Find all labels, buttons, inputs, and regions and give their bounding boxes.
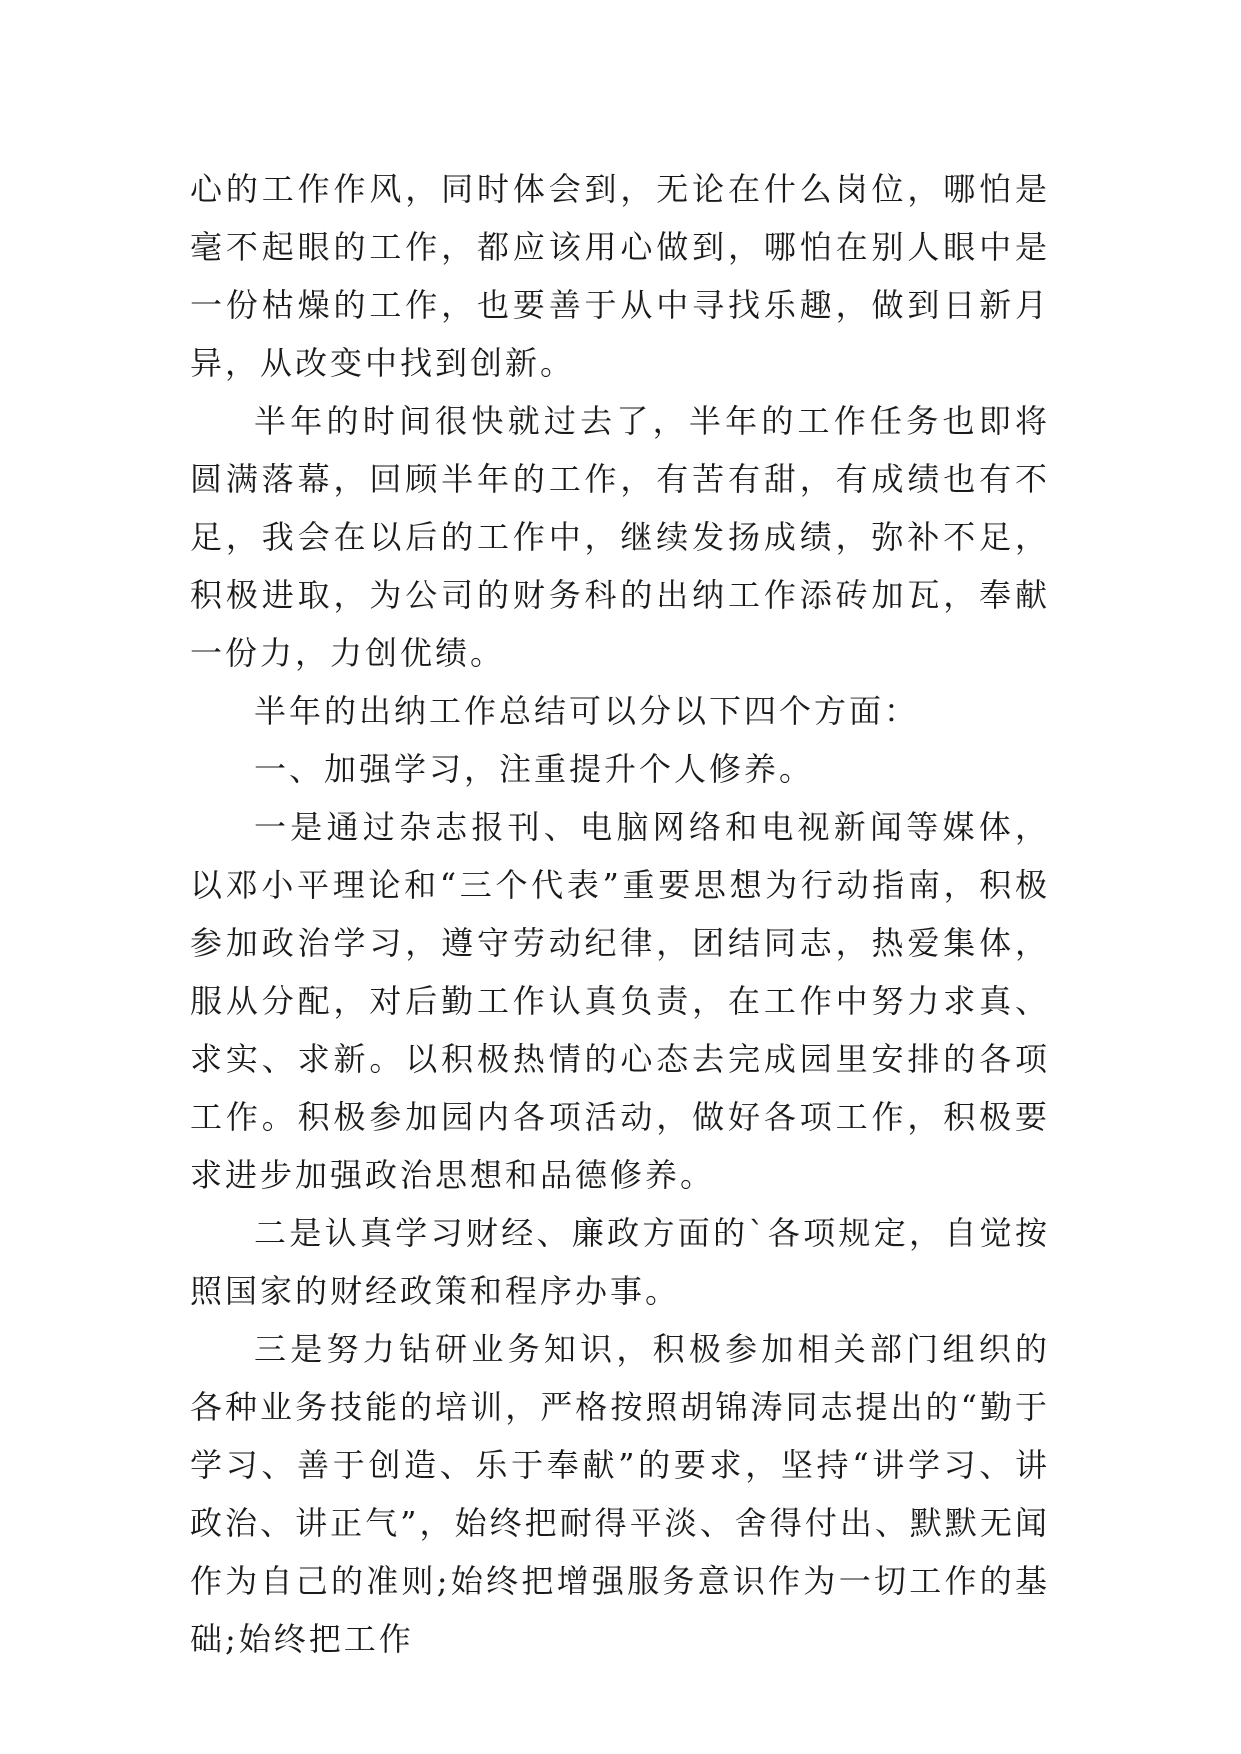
paragraph-7: 三是努力钻研业务知识，积极参加相关部门组织的各种业务技能的培训，严格按照胡锦涛同志提出的“勤于学习、善于创造、乐于奉献”的要求，坚持“讲学习、讲政治、讲正气”，始终把耐得平淡、舍得付出、默默无闻作为自己的准则;始终把增强服务意识作为一切工作的基础;始终把工作	[190, 1330, 1050, 1658]
paragraph-1: 心的工作作风，同时体会到，无论在什么岗位，哪怕是毫不起眼的工作，都应该用心做到，哪怕在别人眼中是一份枯燥的工作，也要善于从中寻找乐趣，做到日新月异，从改变中找到创新。	[190, 170, 1050, 382]
paragraph-6: 二是认真学习财经、廉政方面的`各项规定，自觉按照国家的财经政策和程序办事。	[190, 1214, 1050, 1310]
paragraph-2: 半年的时间很快就过去了，半年的工作任务也即将圆满落幕，回顾半年的工作，有苦有甜，有成绩也有不足，我会在以后的工作中，继续发扬成绩，弥补不足，积极进取，为公司的财务科的出纳工作添砖加瓦，奉献一份力，力创优绩。	[190, 402, 1050, 672]
paragraph-3: 半年的出纳工作总结可以分以下四个方面：	[254, 692, 920, 730]
paragraph-5: 一是通过杂志报刊、电脑网络和电视新闻等媒体，以邓小平理论和“三个代表”重要思想为行动指南，积极参加政治学习，遵守劳动纪律，团结同志，热爱集体，服从分配，对后勤工作认真负责，在工作中努力求真、求实、求新。以积极热情的心态去完成园里安排的各项工作。积极参加园内各项活动，做好各项工作，积极要求进步加强政治思想和品德修养。	[190, 808, 1050, 1194]
section-heading-1: 一、加强学习，注重提升个人修养。	[254, 750, 815, 788]
document-body	[190, 160, 1050, 1668]
